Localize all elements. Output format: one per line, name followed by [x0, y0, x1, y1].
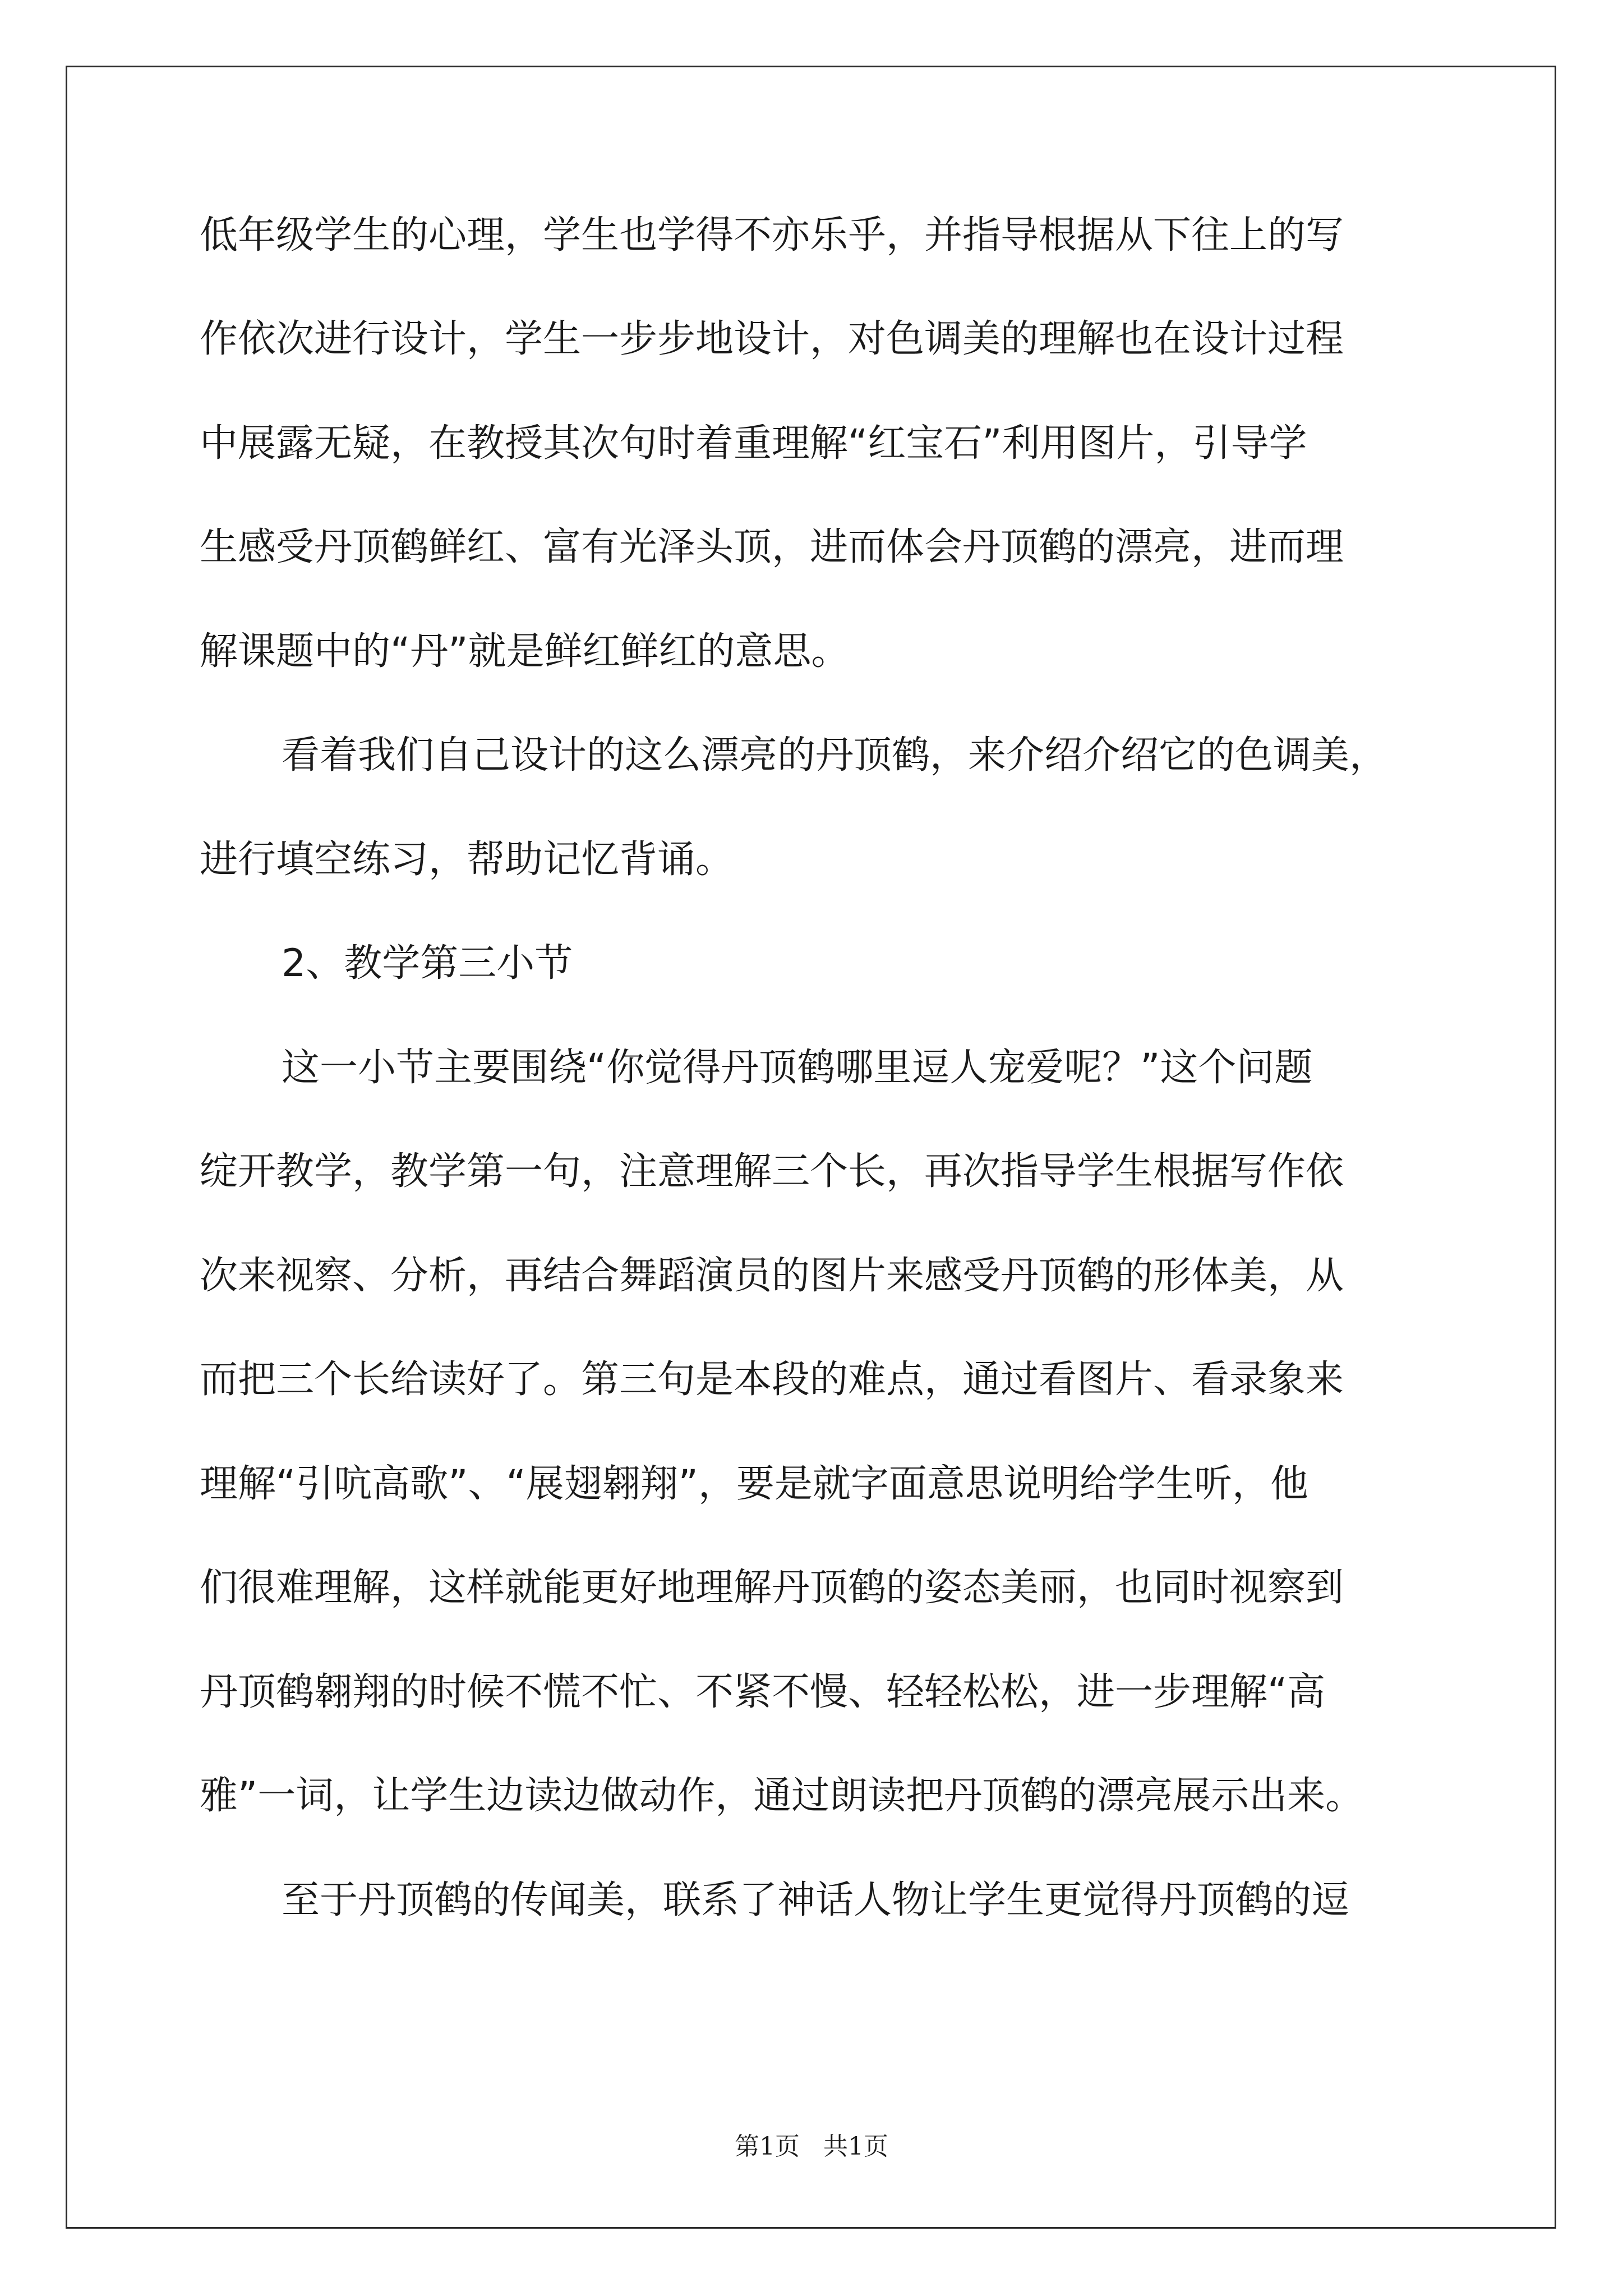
paragraph-line: 这一小节主要围绕“你觉得丹顶鹤哪里逗人宠爱呢？”这个问题	[282, 1046, 1313, 1090]
paragraph-line: 中展露无疑，在教授其次句时着重理解“红宝石”利用图片，引导学	[200, 421, 1307, 466]
paragraph-line: 进行填空练习，帮助记忆背诵。	[200, 838, 734, 882]
paragraph-line: 理解“引吭高歌”、“展翅翱翔”，要是就字面意思说明给学生听，他	[200, 1462, 1308, 1506]
paragraph-line: 看着我们自己设计的这么漂亮的丹顶鹤，来介绍介绍它的色调美，	[282, 733, 1388, 777]
paragraph-line: 绽开教学，教学第一句，注意理解三个长，再次指导学生根据写作依	[200, 1149, 1344, 1194]
paragraph-line: 次来视察、分析，再结合舞蹈演员的图片来感受丹顶鹤的形体美，从	[200, 1254, 1344, 1298]
paragraph-line: 作依次进行设计，学生一步步地设计，对色调美的理解也在设计过程	[200, 317, 1344, 361]
paragraph-line: 低年级学生的心理，学生也学得不亦乐乎，并指导根据从下往上的写	[200, 213, 1344, 257]
paragraph-line: 至于丹顶鹤的传闻美，联系了神话人物让学生更觉得丹顶鹤的逗	[282, 1878, 1350, 1922]
paragraph-line: 生感受丹顶鹤鲜红、富有光泽头顶，进而体会丹顶鹤的漂亮，进而理	[200, 525, 1344, 569]
paragraph-line: 们很难理解，这样就能更好地理解丹顶鹤的姿态美丽，也同时视察到	[200, 1566, 1344, 1610]
section-heading: 2、教学第三小节	[282, 941, 573, 986]
paragraph-line: 解课题中的“丹”就是鲜红鲜红的意思。	[200, 629, 850, 674]
paragraph-line: 雅”一词，让学生边读边做动作，通过朗读把丹顶鹤的漂亮展示出来。	[200, 1774, 1364, 1818]
paragraph-line: 丹顶鹤翱翔的时候不慌不忙、不紧不慢、轻轻松松，进一步理解“高	[200, 1670, 1326, 1714]
page-footer: 第1页 共1页	[735, 2132, 888, 2161]
paragraph-line: 而把三个长给读好了。第三句是本段的难点，通过看图片、看录象来	[200, 1358, 1344, 1402]
